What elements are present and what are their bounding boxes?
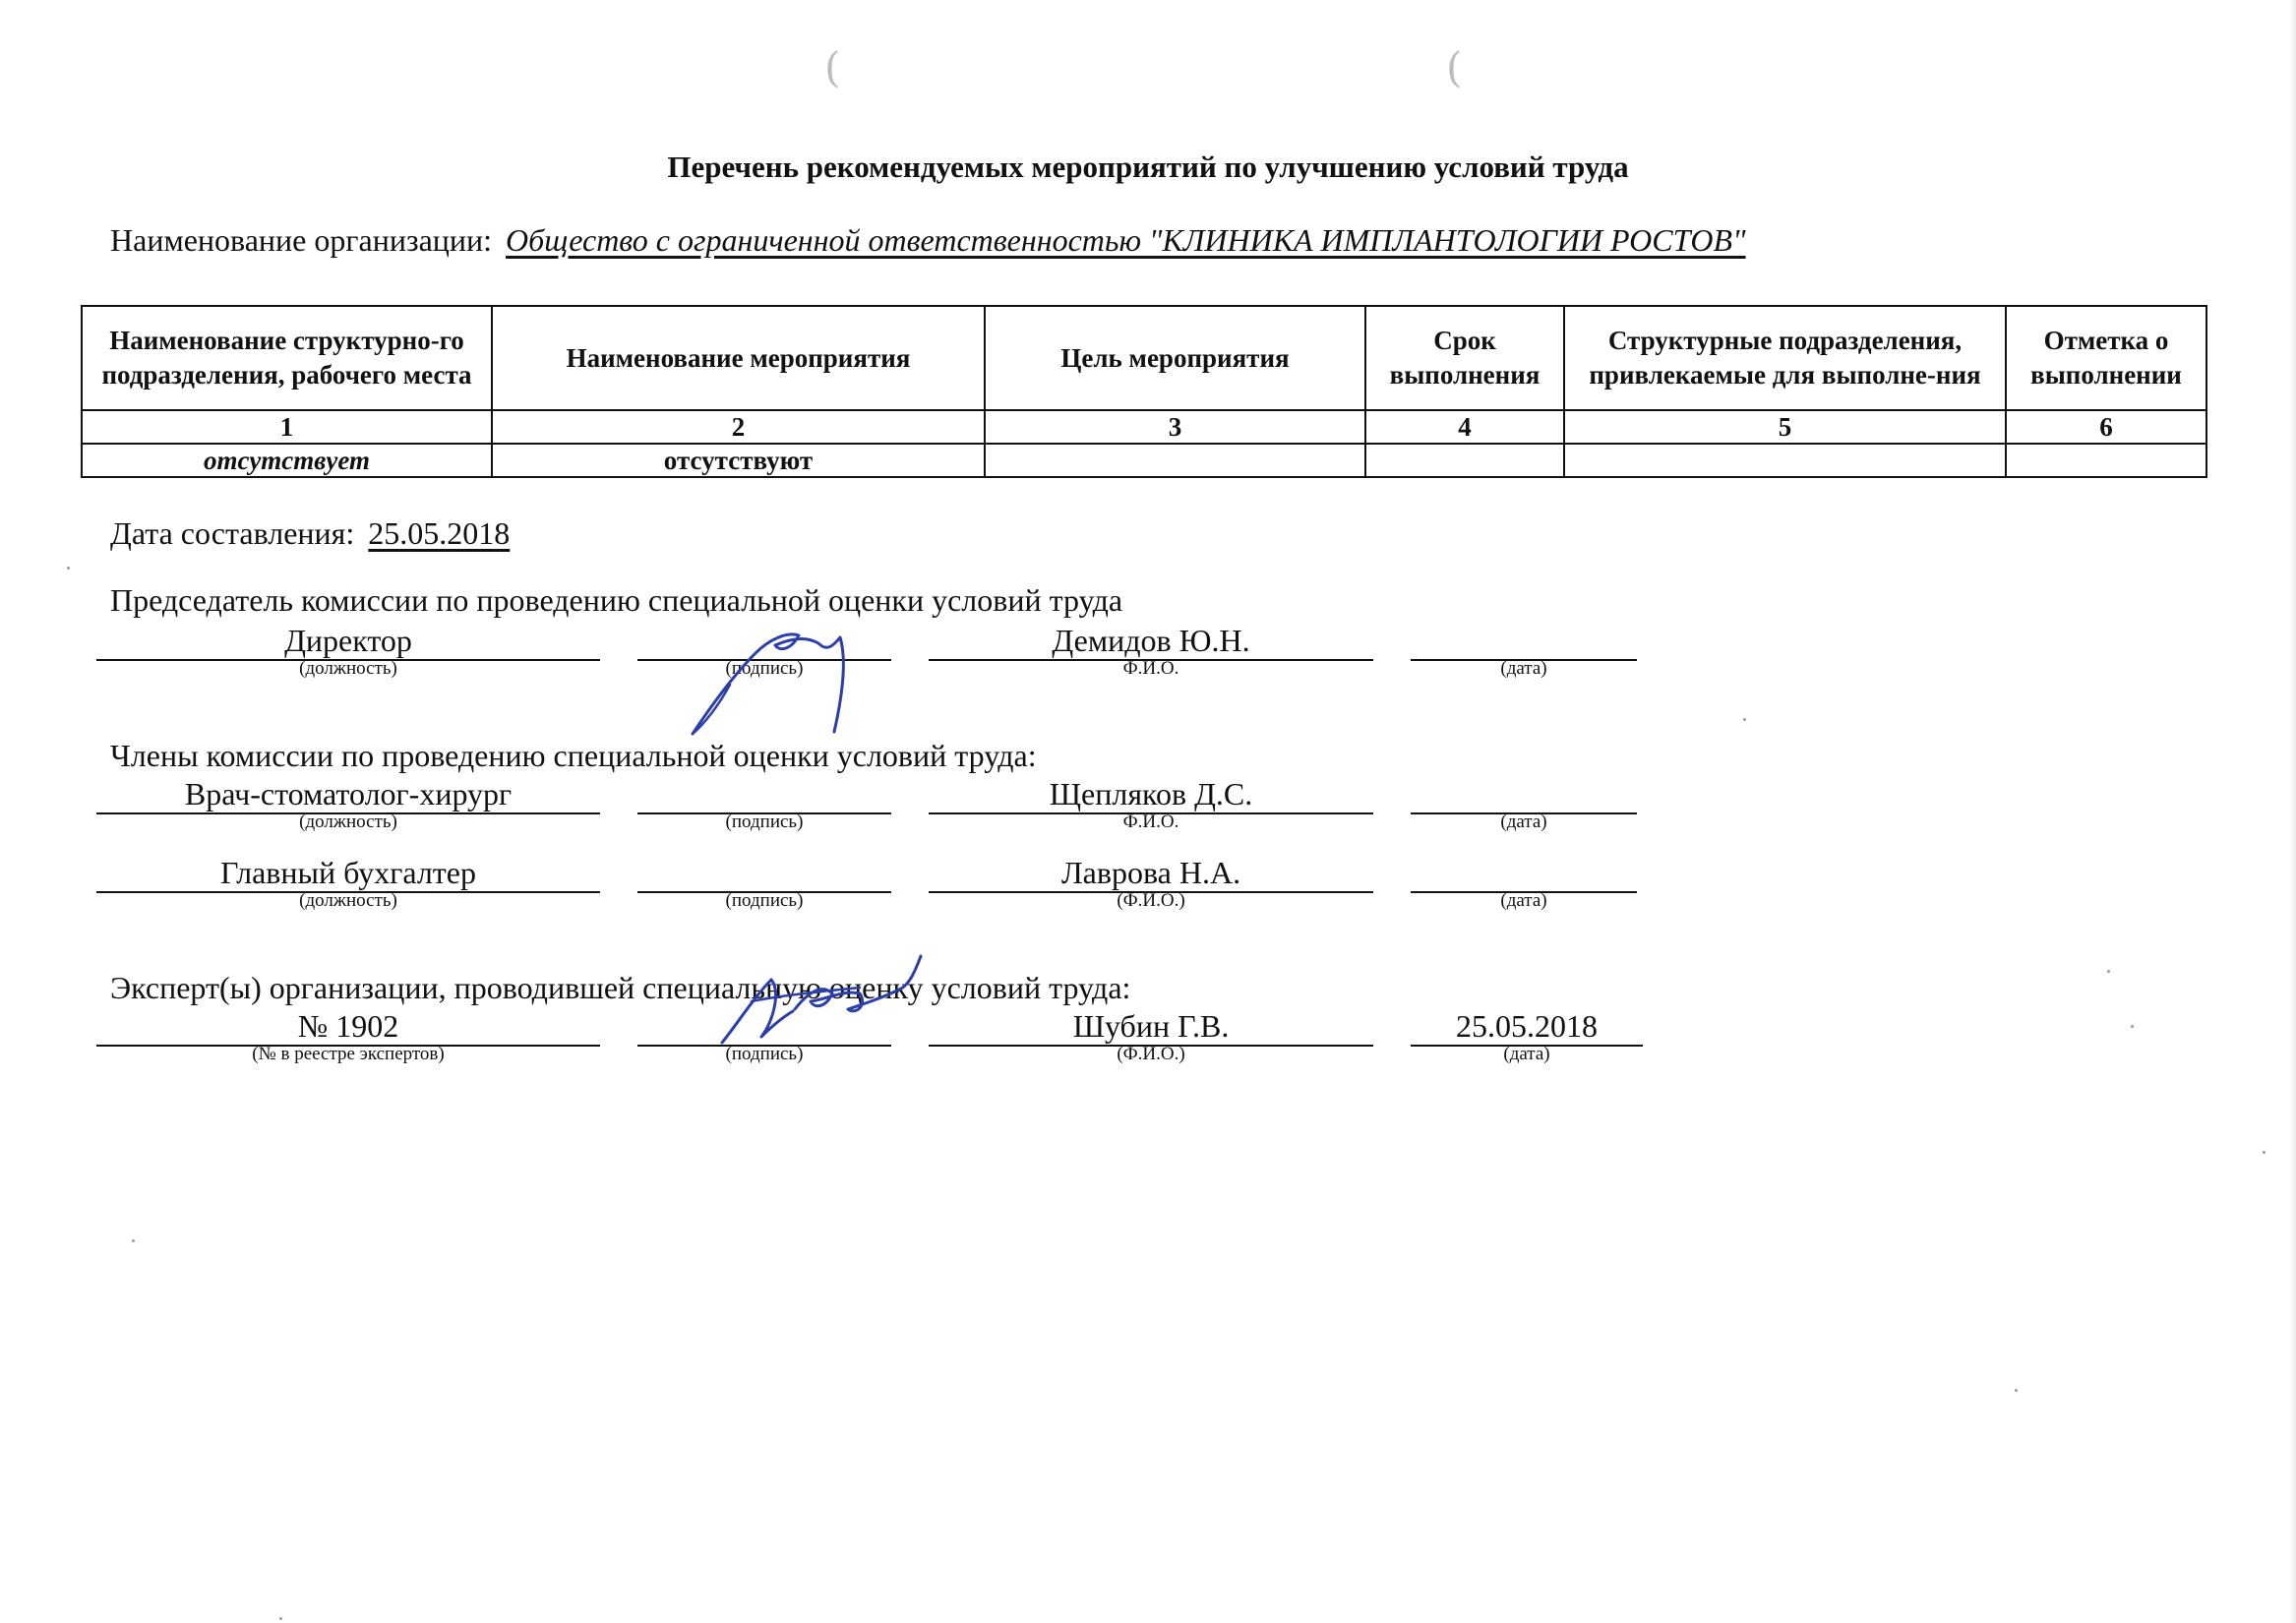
scan-speck — [2131, 1025, 2134, 1028]
chairman-name: Демидов Ю.Н. — [929, 620, 1373, 661]
members-heading: Члены комиссии по проведению специальной оценки условий труда: — [110, 738, 1037, 773]
table-header-row — [82, 306, 2206, 410]
measures-table — [81, 305, 2207, 478]
member-signature-line — [637, 773, 891, 814]
table-cell — [2006, 444, 2206, 477]
column-header: Наименование мероприятия — [492, 306, 985, 410]
column-number: 3 — [985, 410, 1365, 444]
caption-signature: (подпись) — [725, 812, 804, 832]
caption-signature: (подпись) — [725, 890, 804, 911]
member-name: Щепляков Д.С. — [929, 773, 1373, 814]
table-row — [82, 444, 2206, 477]
organization-label: Наименование организации: — [110, 222, 493, 258]
caption-fio: (Ф.И.О.) — [1117, 890, 1185, 911]
column-number: 1 — [82, 410, 492, 444]
scan-edge-shadow — [2290, 0, 2296, 1623]
scan-speck — [1743, 718, 1746, 721]
hole-punch-mark: ( — [1446, 43, 1463, 91]
caption-fio: Ф.И.О. — [1122, 812, 1179, 832]
expert-signature-image — [712, 946, 938, 1052]
caption-date: (дата) — [1503, 1044, 1550, 1064]
member-date-line — [1411, 773, 1637, 814]
column-number-row — [82, 410, 2206, 444]
caption-registry: (№ в реестре экспертов) — [252, 1044, 445, 1064]
column-number: 2 — [492, 410, 985, 444]
chairman-heading: Председатель комиссии по проведению специальной оценки условий труда — [110, 582, 1123, 618]
table-cell: отсутствуют — [492, 444, 985, 477]
organization-line — [110, 222, 1774, 259]
caption-fio: Ф.И.О. — [1122, 658, 1179, 679]
table-cell: отсутствует — [82, 444, 492, 477]
caption-position: (должность) — [299, 812, 397, 832]
chairman-position: Директор — [96, 620, 600, 661]
scan-speck — [2015, 1389, 2018, 1392]
chairman-date-line — [1411, 620, 1637, 661]
table-cell — [1564, 444, 2006, 477]
caption-signature: (подпись) — [725, 1044, 804, 1064]
scan-speck — [2107, 970, 2110, 973]
organization-name: Общество с ограниченной ответственностью "КЛИНИКА ИМПЛАНТОЛОГИИ РОСТОВ" — [506, 222, 1746, 258]
expert-name: Шубин Г.В. — [929, 1005, 1373, 1047]
caption-date: (дата) — [1500, 658, 1547, 679]
compilation-date-label: Дата составления: — [110, 515, 355, 551]
column-header: Наименование структурно-го подразделения, рабочего места — [82, 306, 492, 410]
scan-speck — [279, 1617, 282, 1620]
member-position: Врач-стоматолог-хирург — [96, 773, 600, 814]
caption-date: (дата) — [1500, 812, 1547, 832]
scan-speck — [2263, 1151, 2266, 1154]
expert-heading: Эксперт(ы) организации, проводившей специальную оценку условий труда: — [110, 970, 1131, 1005]
table-cell — [985, 444, 1365, 477]
column-number: 5 — [1564, 410, 2006, 444]
expert-date: 25.05.2018 — [1411, 1005, 1643, 1047]
caption-position: (должность) — [299, 658, 397, 679]
caption-fio: (Ф.И.О.) — [1117, 1044, 1185, 1064]
member-name: Лаврова Н.А. — [929, 852, 1373, 893]
document-title: Перечень рекомендуемых мероприятий по улучшению условий труда — [667, 150, 1629, 184]
hole-punch-mark: ( — [824, 43, 841, 91]
column-header: Структурные подразделения, привлекаемые для выполне-ния — [1564, 306, 2006, 410]
scan-speck — [132, 1239, 135, 1242]
member-position: Главный бухгалтер — [96, 852, 600, 893]
chairman-signature-image — [679, 608, 876, 742]
column-header: Срок выполнения — [1365, 306, 1564, 410]
column-header: Отметка о выполнении — [2006, 306, 2206, 410]
compilation-date-line — [110, 515, 515, 552]
caption-signature: (подпись) — [725, 658, 804, 679]
column-number: 4 — [1365, 410, 1564, 444]
compilation-date-value: 25.05.2018 — [368, 515, 511, 551]
table-cell — [1365, 444, 1564, 477]
caption-position: (должность) — [299, 890, 397, 911]
scan-speck — [67, 567, 70, 570]
expert-registry-number: № 1902 — [96, 1005, 600, 1047]
member-signature-line — [637, 852, 891, 893]
caption-date: (дата) — [1500, 890, 1547, 911]
member-date-line — [1411, 852, 1637, 893]
column-header: Цель мероприятия — [985, 306, 1365, 410]
column-number: 6 — [2006, 410, 2206, 444]
